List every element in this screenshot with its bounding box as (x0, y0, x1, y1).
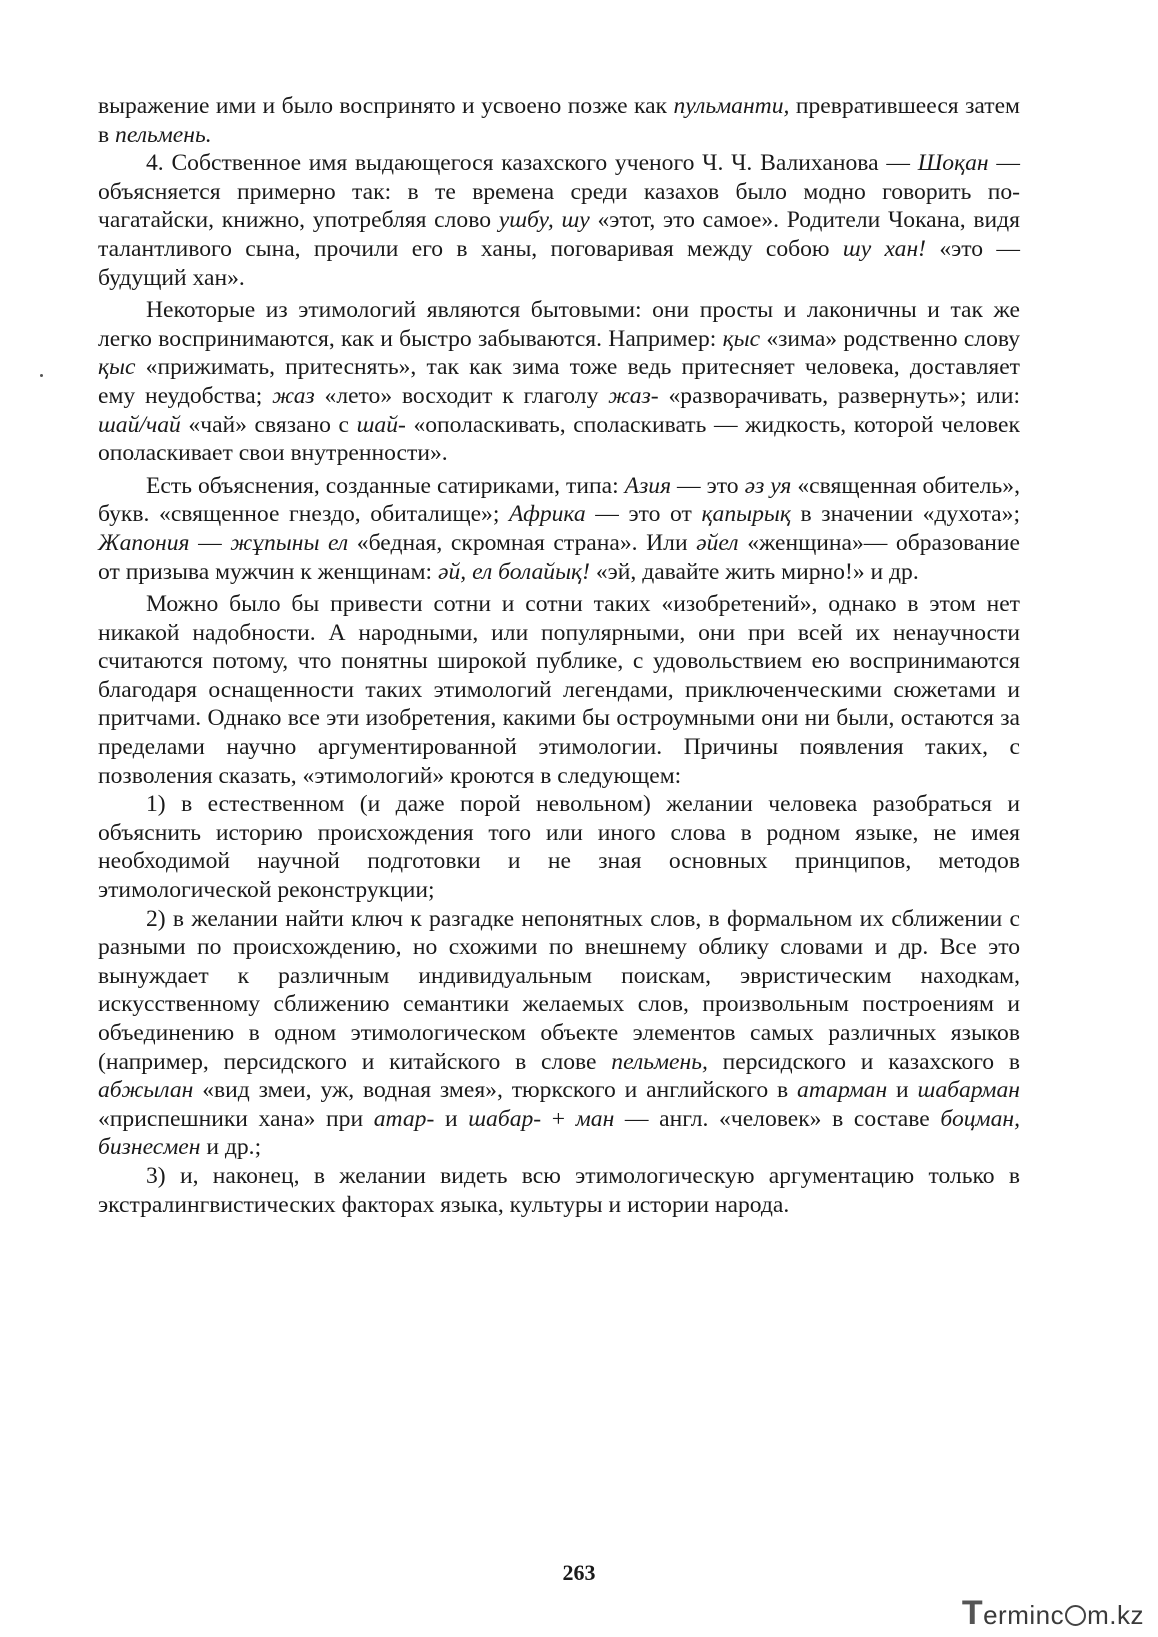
text-run: Есть объяснения, созданные сатириками, типа: (146, 472, 625, 499)
paragraph (98, 790, 1020, 904)
text-run: 2) в желании найти ключ к разгадке непонятных слов, в формальном их сближении с разными по происхождению, но схожими по внешнему облику словами и др. Все это вынуждает к различным индивидуальным поискам, эвристическим находкам, искусственному сближению семантики желаемых слов, произвольным построениям и объединению в одном этимологическом объекте элементов самых различных языков (например, персидского и китайского в слове (98, 905, 1020, 1075)
italic-term: қыс (98, 354, 136, 381)
site-watermark-logo (962, 1594, 1144, 1633)
italic-term: жұпыны ел (230, 529, 349, 556)
italic-term: Африка (509, 501, 586, 528)
paragraph (98, 92, 1020, 149)
text-run: и др.; (200, 1134, 262, 1161)
text-run: превратившееся затем в (98, 93, 1020, 148)
text-run: Некоторые из этимологий являются бытовыми: они просты и лаконичны и так же легко воспринимаются, как и быстро забываются. Например: (98, 297, 1020, 352)
page-number: 263 (562, 1560, 596, 1585)
watermark-initial: T (961, 1594, 984, 1632)
italic-term: жаз (272, 382, 315, 409)
text-run: «священная обитель», букв. «священное гнездо, обиталище»; (98, 472, 1020, 528)
text-run: «вид змеи, уж, водная змея», тюркского и английского в (193, 1077, 798, 1104)
italic-term: шу хан! (842, 235, 927, 262)
paragraph (98, 296, 1020, 468)
text-run: «лето» восходит к глаголу (314, 382, 609, 409)
italic-term: шай/чай (98, 411, 181, 438)
italic-term: шай- (356, 411, 406, 438)
text-run: — это от (585, 501, 702, 528)
text-run: — англ. «человек» в составе (614, 1105, 941, 1132)
text-run: «бедная, скромная страна». Или (348, 529, 697, 556)
text-run: персидского и казахского в (707, 1048, 1020, 1075)
italic-term: атар- (373, 1105, 435, 1132)
page-body-text (98, 92, 1020, 1219)
italic-term: әйел (696, 529, 739, 556)
text-run: «зима» родственно слову (760, 325, 1021, 352)
text-run: 4. Собственное имя выдающегося казахского ученого Ч. Ч. Валиханова — (146, 150, 918, 177)
text-run: 3) и, наконец, в желании видеть всю этимологическую аргументацию только в экстралингвистических факторах языка, культуры и истории народа. (98, 1162, 1020, 1218)
text-run: + (541, 1105, 576, 1132)
text-run: в значении «духота»; (790, 501, 1020, 528)
italic-term: ушбу, шу (498, 207, 590, 234)
paragraph (98, 590, 1020, 790)
paragraph (98, 149, 1020, 292)
italic-term: қыс (722, 325, 761, 352)
italic-term: ман (575, 1105, 615, 1132)
italic-term: боцман, бизнесмен (98, 1105, 1020, 1161)
paragraph (98, 472, 1020, 586)
text-run: «женщина»— образование от призыва мужчин к женщинам: (98, 529, 1021, 585)
text-run: — это (671, 472, 745, 499)
italic-term: әй, ел болайық! (438, 558, 590, 585)
italic-term: Жапония (98, 529, 190, 556)
text-run: «ополаскивать, споласкивать — жидкость, которой человек ополаскивает свои внутренности». (98, 411, 1020, 467)
text-run: Можно было бы привести сотни и сотни таких «изобретений», однако в этом нет никакой надобности. А народными, или популярными, они при всей их ненаучности считаются потому, что понятны широкой публике, с удовольствием ею воспринимаются благодаря оснащенности таких этимологий легендами, приключенческими сюжетами и притчами. Однако все эти изобретения, какими бы остроумными они ни были, остаются за пределами научно аргументированной этимологии. Причины появления таких, с позволения сказать, «этимологий» кроются в следующем: (98, 591, 1020, 789)
paragraph (98, 905, 1020, 1162)
italic-term: пульманти, (673, 93, 790, 119)
italic-term: пельмень, (611, 1048, 708, 1075)
text-run: выражение ими и было воспринято и усвоено позже как (98, 93, 674, 119)
italic-term: Азия (624, 472, 672, 499)
text-run: «разворачивать, развернуть»; или: (658, 382, 1020, 409)
text-run: и (434, 1105, 469, 1132)
text-run: «приспешники хана» при (98, 1105, 374, 1132)
text-run: — (189, 529, 231, 556)
text-run: 1) в естественном (и даже порой невольном) желании человека разобраться и объяснить историю происхождения того или иного слова в родном языке, не имея необходимой научной подготовки и не зная основных принципов, методов этимологической реконструкции; (98, 791, 1020, 904)
text-run: «этот, это самое». Родители Чокана, видя талантливого сына, прочили его в ханы, поговаривая между собою (98, 207, 1020, 262)
italic-term: атарман (797, 1077, 888, 1104)
italic-term: шабарман (917, 1077, 1020, 1104)
text-run: — объясняется примерно так: в те времена среди казахов было модно говорить по-чагатайски, книжно, употребляя слово (98, 150, 1020, 234)
italic-term: Шоқан (917, 150, 989, 177)
text-run: «эй, давайте жить мирно!» и др. (589, 558, 919, 585)
paragraph (98, 1162, 1020, 1219)
italic-term: абжылан (98, 1077, 194, 1104)
watermark-text-part2: m.kz (1087, 1600, 1144, 1630)
italic-term: қапырық (701, 501, 791, 528)
watermark-text-part1: erminc (983, 1600, 1065, 1630)
text-run: «чай» связано с (180, 411, 357, 438)
italic-term: жаз- (608, 382, 659, 409)
text-run: и (887, 1077, 918, 1104)
italic-term: пельмень. (115, 121, 212, 148)
italic-term: шабар- (468, 1105, 542, 1132)
text-run: «прижимать, притеснять», так как зима тоже ведь притесняет человека, доставляет ему неудобства; (98, 354, 1020, 409)
text-run: «это — будущий хан». (98, 235, 1020, 291)
italic-term: әз уя (744, 472, 792, 499)
magnifier-icon (1065, 1605, 1086, 1626)
margin-speck (40, 374, 43, 377)
